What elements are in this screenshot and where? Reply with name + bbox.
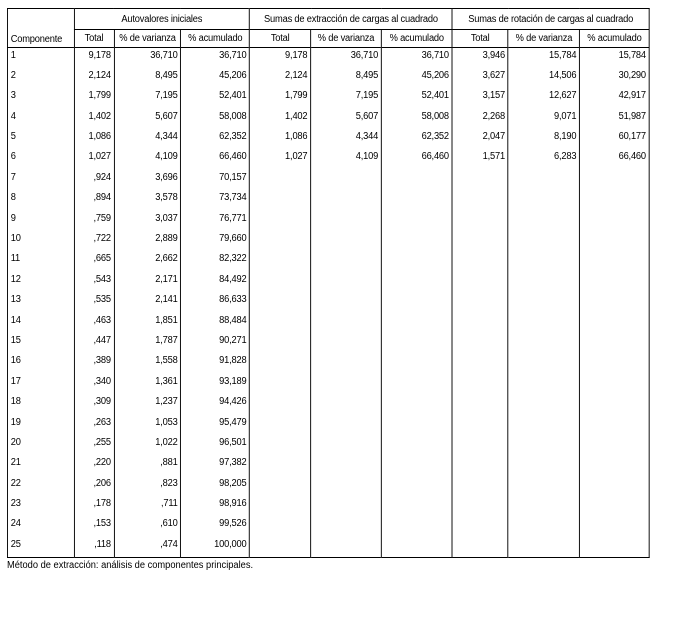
extraction-cumulative [381,516,452,536]
initial-variance: 2,662 [114,251,181,271]
table-row [7,190,649,210]
rotation-cumulative [580,537,650,557]
table-row [7,476,649,496]
component-number: 22 [10,477,21,489]
extraction-variance [311,313,382,333]
extraction-variance [311,211,382,231]
initial-variance: 1,787 [114,333,181,353]
extraction-variance [311,455,382,475]
component-number: 24 [10,518,21,530]
extraction-cumulative: 58,008 [381,109,452,129]
initial-cumulative: 62,352 [181,129,250,149]
extraction-total [250,231,311,251]
initial-cumulative: 99,526 [181,516,250,536]
rotation-variance [508,476,579,496]
extraction-cumulative [381,190,452,210]
initial-total: ,535 [74,292,114,312]
rotation-cumulative [580,374,650,394]
initial-cumulative: 90,271 [181,333,250,353]
table-row [7,88,649,108]
rotation-variance [508,374,579,394]
extraction-cumulative [381,537,452,557]
rotation-cumulative [580,313,650,333]
table-row [7,48,649,68]
extraction-variance [311,333,382,353]
extraction-variance: 7,195 [311,88,382,108]
rotation-cumulative [580,455,650,475]
table-row [7,292,649,312]
rotation-variance [508,353,579,373]
initial-cumulative: 98,916 [181,496,250,516]
extraction-variance-header: % de varianza [311,30,382,48]
initial-variance: 5,607 [114,109,181,129]
component-number: 16 [10,355,21,367]
initial-total: 1,799 [74,88,114,108]
extraction-total: 1,799 [250,88,311,108]
initial-cumulative: 52,401 [181,88,250,108]
extraction-total [250,251,311,271]
extraction-total [250,435,311,455]
extraction-total [250,415,311,435]
initial-cumulative: 97,382 [181,455,250,475]
initial-cumulative: 94,426 [181,394,250,414]
initial-total: 9,178 [74,48,114,68]
extraction-variance [311,374,382,394]
initial-variance: 4,344 [114,129,181,149]
initial-cumulative: 36,710 [181,48,250,68]
component-number: 3 [10,90,16,102]
initial-variance: 2,171 [114,272,181,292]
extraction-total [250,516,311,536]
initial-total: ,118 [74,537,114,557]
extraction-cumulative [381,435,452,455]
initial-total: ,340 [74,374,114,394]
extraction-cumulative [381,415,452,435]
table-row [7,537,649,557]
rotation-cumulative [580,516,650,536]
component-number: 9 [10,212,16,224]
extraction-variance: 4,344 [311,129,382,149]
initial-total: ,263 [74,415,114,435]
table-row [7,68,649,88]
table-row [7,496,649,516]
component-number: 11 [10,253,21,265]
rotation-total [452,516,508,536]
table-row [7,251,649,271]
initial-cumulative: 66,460 [181,149,250,169]
rotation-cumulative [580,272,650,292]
rotation-variance: 15,784 [508,48,579,68]
rotation-cumulative [580,211,650,231]
initial-cumulative-header: % acumulado [181,30,250,48]
rotation-total [452,292,508,312]
initial-cumulative: 95,479 [181,415,250,435]
extraction-cumulative [381,231,452,251]
initial-variance: 1,053 [114,415,181,435]
initial-total: ,894 [74,190,114,210]
initial-cumulative: 93,189 [181,374,250,394]
rotation-cumulative [580,190,650,210]
extraction-total-header: Total [250,30,311,48]
initial-variance: 3,696 [114,170,181,190]
initial-total: ,389 [74,353,114,373]
extraction-cumulative [381,353,452,373]
component-number: 5 [10,131,16,143]
initial-total: ,543 [74,272,114,292]
extraction-cumulative [381,272,452,292]
initial-cumulative: 58,008 [181,109,250,129]
rotation-variance: 14,506 [508,68,579,88]
extraction-variance [311,170,382,190]
rotation-cumulative [580,231,650,251]
rotation-variance [508,292,579,312]
rotation-cumulative [580,292,650,312]
initial-total: ,309 [74,394,114,414]
rotation-total [452,231,508,251]
initial-total-header: Total [74,30,114,48]
extraction-variance [311,476,382,496]
rotation-total [452,211,508,231]
component-number: 10 [10,233,21,245]
extraction-variance [311,496,382,516]
initial-total: ,924 [74,170,114,190]
component-number: 13 [10,294,21,306]
table-row [7,109,649,129]
extraction-total [250,476,311,496]
component-number: 12 [10,273,21,285]
variance-explained-table-container [7,8,698,571]
extraction-total [250,170,311,190]
initial-variance: 2,889 [114,231,181,251]
component-number: 23 [10,498,21,510]
initial-total: ,153 [74,516,114,536]
rotation-variance-header: % de varianza [508,30,579,48]
group-header-row [7,9,649,30]
initial-total: ,206 [74,476,114,496]
extraction-cumulative [381,251,452,271]
initial-variance: 3,037 [114,211,181,231]
rotation-total [452,313,508,333]
initial-total: 1,027 [74,149,114,169]
initial-variance: 1,558 [114,353,181,373]
extraction-variance [311,272,382,292]
extraction-variance: 8,495 [311,68,382,88]
extraction-variance [311,353,382,373]
rotation-cumulative [580,394,650,414]
rotation-total: 1,571 [452,149,508,169]
initial-cumulative: 84,492 [181,272,250,292]
initial-total: ,665 [74,251,114,271]
variance-explained-table [7,8,650,558]
rotation-variance [508,435,579,455]
component-column-header: Componente [10,34,63,45]
extraction-variance: 36,710 [311,48,382,68]
rotation-total [452,476,508,496]
initial-variance: 3,578 [114,190,181,210]
component-number: 8 [10,192,16,204]
rotation-cumulative: 30,290 [580,68,650,88]
component-number: 20 [10,436,21,448]
extraction-total [250,455,311,475]
extraction-variance: 4,109 [311,149,382,169]
rotation-cumulative: 51,987 [580,109,650,129]
extraction-cumulative: 52,401 [381,88,452,108]
component-number: 14 [10,314,21,326]
extraction-total [250,537,311,557]
rotation-total [452,170,508,190]
initial-variance: ,711 [114,496,181,516]
table-row [7,394,649,414]
initial-total: ,759 [74,211,114,231]
extraction-total [250,374,311,394]
initial-variance: 1,361 [114,374,181,394]
initial-variance: 36,710 [114,48,181,68]
rotation-total [452,455,508,475]
rotation-total [452,415,508,435]
extraction-variance [311,292,382,312]
rotation-variance [508,231,579,251]
table-row [7,353,649,373]
initial-total: ,447 [74,333,114,353]
rotation-total [452,272,508,292]
initial-total: ,722 [74,231,114,251]
component-number: 25 [10,538,21,550]
table-body [7,48,649,558]
component-number: 15 [10,334,21,346]
rotation-variance [508,333,579,353]
rotation-total [452,251,508,271]
rotation-total [452,353,508,373]
rotation-cumulative: 42,917 [580,88,650,108]
extraction-total [250,292,311,312]
extraction-total: 1,086 [250,129,311,149]
extraction-variance [311,231,382,251]
rotation-total [452,394,508,414]
rotation-variance [508,496,579,516]
extraction-variance [311,537,382,557]
extraction-cumulative [381,211,452,231]
initial-cumulative: 79,660 [181,231,250,251]
initial-total: 1,402 [74,109,114,129]
initial-cumulative: 70,157 [181,170,250,190]
rotation-cumulative [580,496,650,516]
extraction-total: 9,178 [250,48,311,68]
extraction-total [250,313,311,333]
extraction-sums-header: Sumas de extracción de cargas al cuadrado [250,9,452,30]
initial-variance-header: % de varianza [114,30,181,48]
extraction-variance [311,394,382,414]
initial-variance: ,881 [114,455,181,475]
table-row [7,211,649,231]
initial-variance: 1,851 [114,313,181,333]
extraction-cumulative [381,496,452,516]
initial-cumulative: 96,501 [181,435,250,455]
table-row [7,129,649,149]
rotation-total: 3,946 [452,48,508,68]
initial-variance: ,823 [114,476,181,496]
component-number: 1 [7,48,74,68]
rotation-variance: 6,283 [508,149,579,169]
initial-total: ,178 [74,496,114,516]
initial-total: ,220 [74,455,114,475]
rotation-total-header: Total [452,30,508,48]
extraction-total [250,394,311,414]
extraction-cumulative-header: % acumulado [381,30,452,48]
component-number: 4 [10,110,16,122]
rotation-total [452,537,508,557]
component-number: 2 [10,69,16,81]
extraction-cumulative: 66,460 [381,149,452,169]
rotation-total: 2,047 [452,129,508,149]
initial-cumulative: 45,206 [181,68,250,88]
rotation-variance: 12,627 [508,88,579,108]
extraction-cumulative [381,170,452,190]
initial-cumulative: 98,205 [181,476,250,496]
initial-eigenvalues-header: Autovalores iniciales [74,9,250,30]
extraction-total [250,333,311,353]
table-row [7,435,649,455]
table-row [7,170,649,190]
component-number: 18 [10,396,21,408]
rotation-cumulative [580,170,650,190]
extraction-cumulative: 45,206 [381,68,452,88]
initial-total: ,255 [74,435,114,455]
extraction-total [250,211,311,231]
extraction-cumulative: 62,352 [381,129,452,149]
rotation-variance [508,272,579,292]
rotation-cumulative: 60,177 [580,129,650,149]
initial-cumulative: 100,000 [181,537,250,557]
extraction-cumulative [381,394,452,414]
rotation-variance [508,190,579,210]
extraction-total: 1,027 [250,149,311,169]
extraction-total [250,272,311,292]
rotation-cumulative [580,251,650,271]
rotation-total [452,333,508,353]
extraction-cumulative [381,374,452,394]
rotation-variance [508,211,579,231]
initial-variance: 1,237 [114,394,181,414]
rotation-cumulative: 15,784 [580,48,650,68]
rotation-variance [508,394,579,414]
rotation-variance [508,251,579,271]
rotation-total [452,435,508,455]
rotation-cumulative [580,333,650,353]
rotation-cumulative [580,435,650,455]
rotation-variance [508,415,579,435]
rotation-total [452,496,508,516]
rotation-variance: 8,190 [508,129,579,149]
extraction-variance [311,190,382,210]
rotation-cumulative [580,353,650,373]
table-row [7,415,649,435]
table-row [7,272,649,292]
table-row [7,149,649,169]
rotation-total: 3,157 [452,88,508,108]
initial-cumulative: 86,633 [181,292,250,312]
initial-variance: ,610 [114,516,181,536]
extraction-variance [311,516,382,536]
initial-variance: 7,195 [114,88,181,108]
rotation-variance [508,170,579,190]
extraction-variance [311,435,382,455]
component-number: 6 [10,151,16,163]
component-number: 17 [10,375,21,387]
initial-total: 2,124 [74,68,114,88]
rotation-cumulative [580,415,650,435]
initial-variance: 8,495 [114,68,181,88]
extraction-cumulative [381,292,452,312]
rotation-variance [508,537,579,557]
initial-variance: 4,109 [114,149,181,169]
extraction-total [250,353,311,373]
extraction-variance: 5,607 [311,109,382,129]
rotation-variance [508,516,579,536]
rotation-cumulative [580,476,650,496]
initial-variance: 1,022 [114,435,181,455]
initial-cumulative: 91,828 [181,353,250,373]
rotation-cumulative: 66,460 [580,149,650,169]
rotation-total: 3,627 [452,68,508,88]
extraction-total: 2,124 [250,68,311,88]
extraction-variance [311,251,382,271]
extraction-cumulative [381,333,452,353]
component-number: 7 [10,171,16,183]
rotation-cumulative-header: % acumulado [580,30,650,48]
table-row [7,455,649,475]
extraction-method-footnote: Método de extracción: análisis de componentes principales. [7,559,254,571]
component-number: 21 [10,457,21,469]
extraction-cumulative [381,455,452,475]
initial-total: ,463 [74,313,114,333]
extraction-cumulative [381,476,452,496]
initial-cumulative: 82,322 [181,251,250,271]
initial-cumulative: 88,484 [181,313,250,333]
extraction-total: 1,402 [250,109,311,129]
extraction-cumulative: 36,710 [381,48,452,68]
table-row [7,313,649,333]
initial-cumulative: 73,734 [181,190,250,210]
rotation-variance [508,455,579,475]
initial-cumulative: 76,771 [181,211,250,231]
table-row [7,516,649,536]
table-row [7,333,649,353]
rotation-total [452,374,508,394]
initial-variance: ,474 [114,537,181,557]
extraction-total [250,190,311,210]
initial-variance: 2,141 [114,292,181,312]
rotation-variance [508,313,579,333]
component-number: 19 [10,416,21,428]
rotation-total: 2,268 [452,109,508,129]
extraction-total [250,496,311,516]
initial-total: 1,086 [74,129,114,149]
rotation-variance: 9,071 [508,109,579,129]
subheader-row [7,30,649,48]
rotation-total [452,190,508,210]
extraction-cumulative [381,313,452,333]
rotation-sums-header: Sumas de rotación de cargas al cuadrado [452,9,649,30]
table-row [7,374,649,394]
table-row [7,231,649,251]
extraction-variance [311,415,382,435]
